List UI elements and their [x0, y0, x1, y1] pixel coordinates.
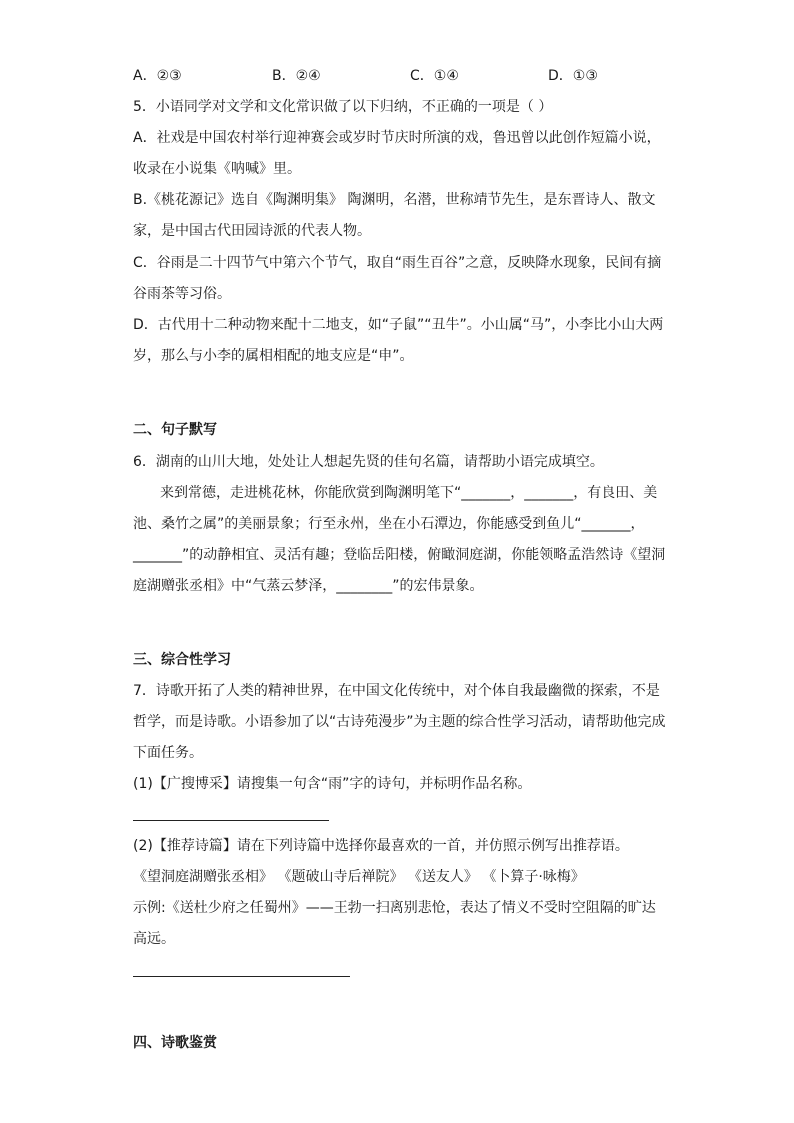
- q5-option-a-line1: A．社戏是中国农村举行迎神赛会或岁时节庆时所演的戏，鲁迅曾以此创作短篇小说，: [133, 130, 661, 146]
- q7-stem-line1: 7．诗歌开拓了人类的精神世界，在中国文化传统中，对个体自我最幽微的探索，不是: [133, 683, 660, 699]
- section-heading-4: 四、诗歌鉴赏: [133, 1035, 217, 1051]
- q7-task1: (1)【广搜博采】请搜集一句含“雨”字的诗句，并标明作品名称。: [133, 776, 532, 792]
- q5-option-b-line2: 家，是中国古代田园诗派的代表人物。: [133, 223, 371, 239]
- q7-poem-list: 《望洞庭湖赠张丞相》 《题破山寺后禅院》 《送友人》 《卜算子·咏梅》: [133, 869, 585, 885]
- q7-example-line2: 高远。: [133, 931, 175, 947]
- q4-option-c: C．①④: [410, 68, 459, 84]
- section-heading-2: 二、句子默写: [133, 422, 217, 438]
- q4-option-a: A．②③: [133, 68, 182, 84]
- q7-task2-answer-line[interactable]: [133, 976, 350, 977]
- q6-paragraph-line1: 来到常德，走进桃花林，你能欣赏到陶渊明笔下“_______，_______，有良田、美: [160, 485, 658, 501]
- q7-stem-line3: 下面任务。: [133, 745, 203, 761]
- q6-paragraph-line2: 池、桑竹之属”的美丽景象；行至永州，坐在小石潭边，你能感受到鱼儿“_______，: [133, 516, 645, 532]
- q5-option-d-line2: 岁，那么与小李的属相相配的地支应是“申”。: [133, 348, 414, 364]
- q5-option-a-line2: 收录在小说集《呐喊》里。: [133, 161, 301, 177]
- q4-option-d: D．①③: [548, 68, 598, 84]
- q5-option-d-line1: D．古代用十二种动物来配十二地支，如“子鼠”“丑牛”。小山属“马”，小李比小山大两: [133, 317, 664, 333]
- q4-option-b: B．②④: [272, 68, 321, 84]
- q5-stem: 5．小语同学对文学和文化常识做了以下归纳，不正确的一项是（ ）: [133, 99, 553, 115]
- q7-task1-answer-line[interactable]: [133, 820, 329, 821]
- q5-option-c-line2: 谷雨茶等习俗。: [133, 286, 231, 302]
- q7-task2: (2)【推荐诗篇】请在下列诗篇中选择你最喜欢的一首，并仿照示例写出推荐语。: [133, 838, 629, 854]
- q5-option-c-line1: C．谷雨是二十四节气中第六个节气，取自“雨生百谷”之意，反映降水现象，民间有摘: [133, 255, 662, 271]
- q7-example-line1: 示例:《送杜少府之任蜀州》——王勃一扫离别悲怆，表达了情义不受时空阻隔的旷达: [133, 900, 656, 916]
- q6-paragraph-line3: _______”的动静相宜、灵活有趣；登临岳阳楼，俯瞰洞庭湖，你能领略孟浩然诗《望洞: [133, 547, 666, 563]
- section-heading-3: 三、综合性学习: [133, 652, 231, 668]
- q5-option-b-line1: B.《桃花源记》选自《陶渊明集》 陶渊明，名潜，世称靖节先生，是东晋诗人、散文: [133, 192, 656, 208]
- q6-stem: 6．湖南的山川大地，处处让人想起先贤的佳句名篇，请帮助小语完成填空。: [133, 454, 604, 470]
- q6-paragraph-line4: 庭湖赠张丞相》中“气蒸云梦泽，________”的宏伟景象。: [133, 578, 484, 594]
- q7-stem-line2: 哲学，而是诗歌。小语参加了以“古诗苑漫步”为主题的综合性学习活动，请帮助他完成: [133, 714, 666, 730]
